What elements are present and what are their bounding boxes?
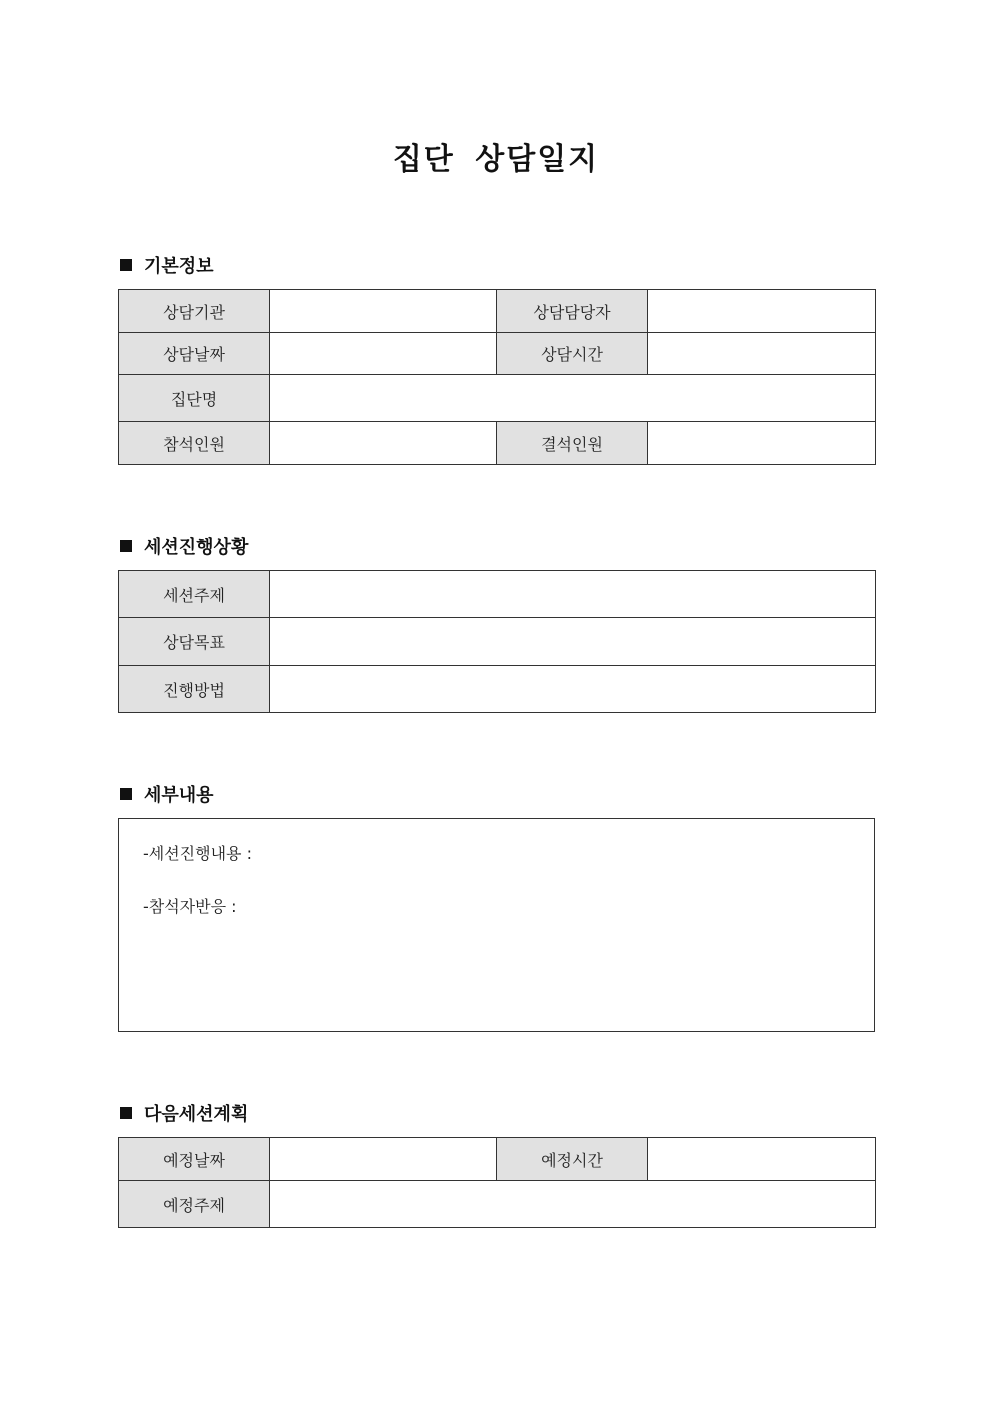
method-label: 진행방법 [119, 666, 270, 713]
planned-time-label: 예정시간 [497, 1138, 648, 1181]
absentees-field[interactable] [648, 422, 876, 465]
planned-topic-field[interactable] [270, 1181, 876, 1228]
details-textarea[interactable] [118, 818, 875, 1032]
square-bullet-icon [120, 788, 132, 800]
next-plan-table [118, 1137, 876, 1228]
session-topic-label: 세션주제 [119, 571, 270, 618]
section-heading-label: 세션진행상황 [144, 537, 249, 558]
method-field[interactable] [270, 666, 876, 713]
table-row [119, 618, 876, 666]
session-content-line: -세션진행내용 : [143, 844, 252, 863]
section-heading-label: 세부내용 [144, 785, 214, 806]
date-field[interactable] [270, 333, 497, 375]
counseling-goal-label: 상담목표 [119, 618, 270, 666]
planned-date-field[interactable] [270, 1138, 497, 1181]
basic-info-table [118, 289, 876, 465]
participant-response-line: -참석자반응 : [143, 897, 237, 916]
table-row [119, 290, 876, 333]
section-heading-session-progress [120, 534, 248, 558]
section-heading-next-plan [120, 1101, 248, 1125]
time-field[interactable] [648, 333, 876, 375]
counselor-field[interactable] [648, 290, 876, 333]
absentees-label: 결석인원 [497, 422, 648, 465]
counselor-label: 상담담당자 [497, 290, 648, 333]
attendees-label: 참석인원 [119, 422, 270, 465]
table-row [119, 666, 876, 713]
attendees-field[interactable] [270, 422, 497, 465]
square-bullet-icon [120, 259, 132, 271]
section-heading-details [120, 782, 214, 806]
session-progress-table [118, 570, 876, 713]
table-row [119, 1181, 876, 1228]
table-row [119, 333, 876, 375]
time-label: 상담시간 [497, 333, 648, 375]
institution-field[interactable] [270, 290, 497, 333]
planned-date-label: 예정날짜 [119, 1138, 270, 1181]
date-label: 상담날짜 [119, 333, 270, 375]
counseling-goal-field[interactable] [270, 618, 876, 666]
group-name-field[interactable] [270, 375, 876, 422]
section-heading-basic-info [120, 253, 214, 277]
session-topic-field[interactable] [270, 571, 876, 618]
planned-time-field[interactable] [648, 1138, 876, 1181]
group-name-label: 집단명 [119, 375, 270, 422]
section-heading-label: 기본정보 [144, 256, 214, 277]
square-bullet-icon [120, 1107, 132, 1119]
section-heading-label: 다음세션계획 [144, 1104, 249, 1125]
square-bullet-icon [120, 540, 132, 552]
table-row [119, 422, 876, 465]
table-row [119, 571, 876, 618]
table-row [119, 375, 876, 422]
planned-topic-label: 예정주제 [119, 1181, 270, 1228]
institution-label: 상담기관 [119, 290, 270, 333]
page-title: 집단 상담일지 [392, 142, 600, 177]
table-row [119, 1138, 876, 1181]
